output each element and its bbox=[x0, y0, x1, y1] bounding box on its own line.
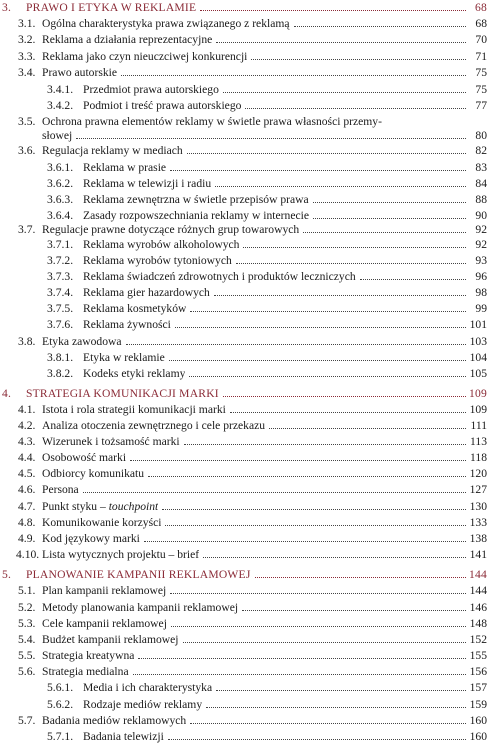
toc-entry-page: 157 bbox=[469, 681, 487, 694]
toc-entry-number: 5.5. bbox=[18, 649, 36, 662]
toc-entry-number: 4.7. bbox=[18, 500, 36, 513]
dot-leader bbox=[215, 186, 466, 187]
toc-entry-number: 3.6.4. bbox=[47, 209, 74, 222]
dot-leader bbox=[206, 707, 466, 708]
toc-entry-title bbox=[42, 531, 140, 548]
toc-entry-title bbox=[42, 418, 265, 435]
dot-leader bbox=[130, 460, 466, 461]
toc-entry[interactable] bbox=[18, 334, 487, 351]
toc-entry-title-text: Lista wytycznych projektu – brief bbox=[42, 548, 200, 561]
toc-entry-number: 3.3. bbox=[18, 50, 36, 63]
toc-entry[interactable] bbox=[18, 402, 487, 419]
toc-entry-page: 71 bbox=[475, 50, 487, 63]
toc-entry-number: 3.6.1. bbox=[47, 161, 74, 174]
toc-entry-number: 3.7.5. bbox=[47, 302, 74, 315]
dot-leader bbox=[126, 344, 466, 345]
toc-entry-page: 84 bbox=[475, 177, 487, 190]
toc-entry-title bbox=[42, 648, 134, 665]
dot-leader bbox=[187, 153, 466, 154]
toc-entry-number: 5.2. bbox=[18, 601, 36, 614]
toc-entry-title bbox=[26, 0, 196, 17]
dot-leader bbox=[190, 311, 466, 312]
toc-entry-number: 3.6. bbox=[18, 144, 36, 157]
toc-entry[interactable] bbox=[18, 648, 487, 665]
toc-entry-number: 3.8.2. bbox=[47, 367, 74, 380]
toc-entry-title-text: Reklama zewnętrzna w świetle przepisów prawa bbox=[83, 193, 309, 206]
dot-leader bbox=[242, 610, 466, 611]
toc-entry-number: 3.7.2. bbox=[47, 254, 74, 267]
toc-entry[interactable] bbox=[18, 450, 487, 467]
toc-entry-number: 5.7. bbox=[18, 714, 36, 727]
toc-entry-title bbox=[42, 583, 166, 600]
toc-entry-title-text: Reklama wyrobów alkoholowych bbox=[83, 238, 240, 251]
dot-leader bbox=[251, 59, 466, 60]
toc-entry-number: 3.7. bbox=[18, 223, 36, 236]
toc-entry[interactable] bbox=[47, 680, 487, 697]
toc-entry-page: 160 bbox=[469, 714, 487, 727]
toc-entry-page: 148 bbox=[469, 617, 487, 630]
toc-entry-number: 5.6.2. bbox=[47, 698, 74, 711]
toc-entry-number: 3.7.4. bbox=[47, 286, 74, 299]
toc-entry[interactable] bbox=[18, 600, 487, 617]
toc-entry[interactable] bbox=[18, 713, 487, 730]
toc-entry-number: 3.7.3. bbox=[47, 270, 74, 283]
toc-entry-title-text: Podmiot i treść prawa autorskiego bbox=[83, 99, 242, 112]
toc-entry-page: 103 bbox=[469, 335, 487, 348]
toc-entry-page: 105 bbox=[469, 367, 487, 380]
toc-entry[interactable] bbox=[47, 160, 487, 177]
toc-entry-title bbox=[83, 317, 171, 334]
toc-entry-title bbox=[83, 697, 202, 714]
toc-entry-title-text: Persona bbox=[42, 483, 79, 496]
toc-entry[interactable] bbox=[47, 697, 487, 714]
dot-leader bbox=[162, 509, 466, 510]
toc-entry-title bbox=[83, 98, 241, 115]
toc-entry-title bbox=[42, 547, 199, 564]
toc-entry[interactable] bbox=[18, 32, 487, 49]
toc-entry-page: 104 bbox=[469, 351, 487, 364]
toc-entry[interactable] bbox=[47, 317, 487, 334]
toc-entry-title bbox=[42, 616, 167, 633]
toc-entry-title bbox=[42, 515, 161, 532]
toc-entry-title-text: Regulacje prawne dotyczące różnych grup towarowych bbox=[42, 223, 300, 236]
toc-entry-title bbox=[42, 632, 179, 649]
toc-entry-page: 98 bbox=[475, 286, 487, 299]
toc-entry-title-italic: touchpoint bbox=[108, 500, 159, 513]
toc-entry-number: 5.6. bbox=[18, 665, 36, 678]
dot-leader bbox=[203, 557, 466, 558]
dot-leader bbox=[76, 138, 466, 139]
dot-leader bbox=[121, 75, 466, 76]
dot-leader bbox=[303, 232, 466, 233]
toc-chapter-entry[interactable] bbox=[2, 567, 487, 584]
toc-entry-page: 68 bbox=[475, 17, 487, 30]
toc-entry-title-text: Osobowość marki bbox=[42, 451, 127, 464]
dot-leader bbox=[171, 626, 466, 627]
toc-entry-title bbox=[42, 143, 183, 160]
toc-entry-page: 146 bbox=[469, 601, 487, 614]
dot-leader bbox=[83, 492, 466, 493]
toc-entry-title bbox=[42, 16, 290, 33]
toc-entry-title-text: Reklama wyrobów tytoniowych bbox=[83, 254, 232, 267]
toc-entry-page: 88 bbox=[475, 193, 487, 206]
toc-entry[interactable] bbox=[47, 82, 487, 99]
toc-entry-title-text: Etyka w reklamie bbox=[83, 351, 165, 364]
toc-entry-page: 109 bbox=[469, 403, 487, 416]
toc-entry-title bbox=[83, 253, 232, 270]
dot-leader bbox=[200, 10, 466, 11]
toc-entry-page: 75 bbox=[475, 66, 487, 79]
toc-entry-title-text: Badania telewizji bbox=[83, 730, 164, 743]
toc-entry-title-text: Kod językowy marki bbox=[42, 532, 140, 545]
toc-entry[interactable] bbox=[47, 350, 487, 367]
dot-leader bbox=[223, 396, 466, 397]
dot-leader bbox=[183, 642, 466, 643]
toc-entry-number: 4.6. bbox=[18, 483, 36, 496]
toc-entry-number: 3.6.2. bbox=[47, 177, 74, 190]
toc-chapter-entry[interactable] bbox=[2, 386, 487, 403]
dot-leader bbox=[189, 376, 466, 377]
toc-entry-title bbox=[42, 65, 117, 82]
toc-entry-page: 99 bbox=[475, 302, 487, 315]
toc-entry-title bbox=[83, 160, 166, 177]
dot-leader bbox=[313, 218, 466, 219]
toc-entry-page: 159 bbox=[469, 698, 487, 711]
dot-leader bbox=[170, 593, 466, 594]
toc-entry-title-text: Reklama jako czyn nieuczciwej konkurencji bbox=[42, 50, 248, 63]
toc-entry-page: 109 bbox=[469, 387, 487, 400]
dot-leader bbox=[170, 170, 466, 171]
dot-leader bbox=[214, 295, 466, 296]
toc-entry-title-text: Reklama żywności bbox=[83, 318, 171, 331]
toc-entry-title-text: Analiza otoczenia zewnętrznego i cele przekazu bbox=[42, 419, 266, 432]
toc-entry-title-text: Budżet kampanii reklamowej bbox=[42, 633, 179, 646]
toc-entry[interactable] bbox=[18, 65, 487, 82]
toc-entry-number: 5.6.1. bbox=[47, 681, 74, 694]
toc-entry-title bbox=[83, 237, 239, 254]
toc-entry-number: 3.8.1. bbox=[47, 351, 74, 364]
toc-entry[interactable] bbox=[18, 49, 487, 66]
toc-entry-title-text: Metody planowania kampanii reklamowej bbox=[42, 601, 239, 614]
toc-entry-page: 82 bbox=[475, 144, 487, 157]
toc-entry-title-text: Media i ich charakterystyka bbox=[83, 681, 213, 694]
toc-entry[interactable] bbox=[18, 16, 487, 33]
toc-entry[interactable] bbox=[47, 237, 487, 254]
toc-entry-title bbox=[42, 466, 144, 483]
toc-entry-title bbox=[42, 334, 122, 351]
dot-leader bbox=[184, 444, 466, 445]
toc-entry[interactable] bbox=[18, 664, 487, 681]
toc-entry-page: 90 bbox=[475, 209, 487, 222]
toc-entry-title-text: Reklama gier hazardowych bbox=[83, 286, 210, 299]
toc-entry-number: 5. bbox=[2, 568, 12, 581]
dot-leader bbox=[236, 263, 466, 264]
toc-entry-page: 111 bbox=[470, 419, 487, 432]
toc-entry-page: 77 bbox=[475, 99, 487, 112]
dot-leader bbox=[148, 476, 466, 477]
toc-entry-number: 4.5. bbox=[18, 467, 36, 480]
toc-entry-title bbox=[42, 482, 79, 499]
toc-entry-number: 3.5. bbox=[18, 115, 36, 128]
toc-entry-number: 4.8. bbox=[18, 516, 36, 529]
toc-entry-title-text: Cele kampanii reklamowej bbox=[42, 617, 167, 630]
dot-leader bbox=[243, 247, 466, 248]
dot-leader bbox=[313, 202, 466, 203]
toc-entry-number: 3.1. bbox=[18, 17, 36, 30]
toc-entry[interactable] bbox=[18, 632, 487, 649]
toc-entry[interactable] bbox=[18, 515, 487, 532]
toc-entry-number: 3.7.1. bbox=[47, 238, 74, 251]
dot-leader bbox=[138, 658, 466, 659]
toc-entry-title-text: Wizerunek i tożsamość marki bbox=[42, 435, 180, 448]
dot-leader bbox=[294, 26, 466, 27]
toc-entry-page: 160 bbox=[469, 730, 487, 743]
toc-chapter-entry[interactable] bbox=[2, 0, 487, 17]
toc-entry-number: 4.1. bbox=[18, 403, 36, 416]
toc-entry[interactable] bbox=[47, 192, 487, 209]
dot-leader bbox=[144, 541, 466, 542]
toc-entry-title-text: PRAWO I ETYKA W REKLAMIE bbox=[26, 1, 197, 14]
toc-entry-title bbox=[83, 269, 356, 286]
toc-entry-title-text: słowej bbox=[42, 129, 73, 142]
toc-entry-title bbox=[42, 600, 238, 617]
dot-leader bbox=[169, 360, 466, 361]
toc-entry-page: 68 bbox=[475, 1, 487, 14]
toc-entry-title-text: Kodeks etyki reklamy bbox=[83, 367, 186, 380]
toc-entry-title-text: Przedmiot prawa autorskiego bbox=[83, 83, 219, 96]
toc-entry-title-text: Reklama świadczeń zdrowotnych i produktów leczniczych bbox=[83, 270, 356, 283]
toc-entry-title bbox=[83, 350, 165, 367]
toc-entry-title bbox=[83, 82, 219, 99]
toc-entry[interactable] bbox=[18, 616, 487, 633]
dot-leader bbox=[223, 92, 466, 93]
toc-entry-page: 152 bbox=[469, 633, 487, 646]
toc-entry-title-text: Etyka zawodowa bbox=[42, 335, 122, 348]
dot-leader bbox=[190, 723, 466, 724]
toc-entry-title-text: Plan kampanii reklamowej bbox=[42, 584, 167, 597]
toc-entry-title bbox=[42, 450, 126, 467]
toc-entry-page: 155 bbox=[469, 649, 487, 662]
toc-entry[interactable] bbox=[18, 418, 487, 435]
toc-entry[interactable] bbox=[18, 482, 487, 499]
dot-leader bbox=[255, 577, 466, 578]
toc-entry-title-text: Rodzaje mediów reklamy bbox=[83, 698, 203, 711]
toc-entry-title bbox=[42, 32, 212, 49]
toc-entry[interactable] bbox=[47, 301, 487, 318]
toc-entry-title bbox=[83, 729, 164, 746]
toc-entry-number: 3.2. bbox=[18, 33, 36, 46]
toc-entry-page: 156 bbox=[469, 665, 487, 678]
dot-leader bbox=[230, 412, 466, 413]
toc-entry-title-text: Strategia kreatywna bbox=[42, 649, 135, 662]
dot-leader bbox=[245, 108, 466, 109]
toc-entry-title-text: Prawo autorskie bbox=[42, 66, 118, 79]
toc-entry-page: 92 bbox=[475, 223, 487, 236]
toc-entry[interactable] bbox=[47, 366, 487, 383]
toc-entry-number: 3. bbox=[2, 1, 12, 14]
toc-entry-title bbox=[83, 680, 212, 697]
toc-entry-title bbox=[83, 301, 186, 318]
toc-entry-page: 101 bbox=[469, 318, 487, 331]
toc-entry[interactable] bbox=[47, 253, 487, 270]
dot-leader bbox=[175, 327, 466, 328]
toc-entry[interactable] bbox=[18, 466, 487, 483]
dot-leader bbox=[133, 674, 466, 675]
toc-entry-title bbox=[83, 176, 211, 193]
toc-entry[interactable] bbox=[16, 547, 487, 564]
toc-entry-page: 93 bbox=[475, 254, 487, 267]
toc-entry-number: 3.4.2. bbox=[47, 99, 74, 112]
toc-entry-number: 5.1. bbox=[18, 584, 36, 597]
toc-entry-title-text: Reklama a działania reprezentacyjne bbox=[42, 33, 213, 46]
toc-entry-number: 5.7.1. bbox=[47, 730, 74, 743]
toc-entry-title bbox=[42, 434, 180, 451]
toc-entry-number: 4.9. bbox=[18, 532, 36, 545]
toc-entry-number: 3.8. bbox=[18, 335, 36, 348]
toc-entry[interactable] bbox=[18, 434, 487, 451]
toc-entry-title-text: Badania mediów reklamowych bbox=[42, 714, 187, 727]
toc-entry-title-text: Odbiorcy komunikatu bbox=[42, 467, 145, 480]
toc-entry[interactable] bbox=[18, 143, 487, 160]
dot-leader bbox=[216, 690, 466, 691]
toc-entry-number: 4.2. bbox=[18, 419, 36, 432]
toc-entry-page: 144 bbox=[469, 568, 487, 581]
toc-entry-number: 3.4.1. bbox=[47, 83, 74, 96]
toc-entry-title bbox=[42, 713, 186, 730]
toc-entry[interactable] bbox=[47, 176, 487, 193]
toc-entry[interactable] bbox=[47, 285, 487, 302]
toc-entry-title bbox=[26, 567, 251, 584]
toc-entry-page: 133 bbox=[469, 516, 487, 529]
toc-entry-title bbox=[83, 192, 309, 209]
toc-entry-number: 3.7.6. bbox=[47, 318, 74, 331]
toc-entry-title bbox=[42, 499, 158, 516]
toc-entry-page: 80 bbox=[475, 129, 487, 142]
toc-entry-title bbox=[42, 49, 247, 66]
dot-leader bbox=[165, 525, 466, 526]
toc-entry[interactable] bbox=[18, 531, 487, 548]
toc-entry-title-text: Punkt styku – bbox=[42, 500, 109, 513]
toc-entry-title-text: Komunikowanie korzyści bbox=[42, 516, 162, 529]
toc-entry-title bbox=[83, 366, 185, 383]
toc-entry[interactable] bbox=[47, 729, 487, 746]
toc-entry-page: 70 bbox=[475, 33, 487, 46]
toc-entry-page: 75 bbox=[475, 83, 487, 96]
toc-entry-page: 83 bbox=[475, 161, 487, 174]
toc-entry-page: 96 bbox=[475, 270, 487, 283]
toc-entry-title-text: Reklama w telewizji i radiu bbox=[83, 177, 212, 190]
toc-entry-page: 130 bbox=[469, 500, 487, 513]
toc-entry-page: 138 bbox=[469, 532, 487, 545]
toc-entry-title bbox=[42, 664, 129, 681]
dot-leader bbox=[269, 428, 466, 429]
toc-entry[interactable] bbox=[47, 269, 487, 286]
toc-entry-title bbox=[26, 386, 219, 403]
toc-entry-number: 5.4. bbox=[18, 633, 36, 646]
toc-entry-title bbox=[42, 402, 226, 419]
toc-entry[interactable] bbox=[18, 499, 487, 516]
toc-entry-title bbox=[83, 285, 210, 302]
toc-entry-number: 3.6.3. bbox=[47, 193, 74, 206]
toc-entry-title-text: Istota i rola strategii komunikacji marki bbox=[42, 403, 226, 416]
toc-entry-title-text: STRATEGIA KOMUNIKACJI MARKI bbox=[26, 387, 219, 400]
toc-entry-page: 141 bbox=[469, 548, 487, 561]
toc-entry-title-text: Strategia medialna bbox=[42, 665, 129, 678]
toc-entry-page: 144 bbox=[469, 584, 487, 597]
dot-leader bbox=[216, 42, 466, 43]
toc-entry-page: 118 bbox=[470, 451, 487, 464]
toc-entry-number: 4.10. bbox=[16, 548, 40, 561]
toc-entry-title-text: Regulacja reklamy w mediach bbox=[42, 144, 183, 157]
toc-entry[interactable] bbox=[18, 583, 487, 600]
toc-entry[interactable] bbox=[47, 98, 487, 115]
toc-entry-number: 3.4. bbox=[18, 66, 36, 79]
toc-entry-page: 113 bbox=[470, 435, 487, 448]
toc-entry-number: 4.3. bbox=[18, 435, 36, 448]
toc-entry-page: 127 bbox=[469, 483, 487, 496]
toc-entry-number: 4.4. bbox=[18, 451, 36, 464]
toc-entry-number: 4. bbox=[2, 387, 12, 400]
toc-entry-title-text: Ochrona prawna elementów reklamy w świetle prawa własności przemy- bbox=[42, 115, 382, 128]
toc-entry-number: 5.3. bbox=[18, 617, 36, 630]
toc-entry-page: 120 bbox=[469, 467, 487, 480]
toc-entry-title-text: PLANOWANIE KAMPANII REKLAMOWEJ bbox=[26, 568, 251, 581]
toc-entry-title-text: Zasady rozpowszechniania reklamy w internecie bbox=[83, 209, 309, 222]
toc-entry-title-text: Ogólna charakterystyka prawa związanego z reklamą bbox=[42, 17, 290, 30]
toc-entry-title-text: Reklama kosmetyków bbox=[83, 302, 187, 315]
toc-entry-title-text: Reklama w prasie bbox=[83, 161, 167, 174]
dot-leader bbox=[360, 279, 466, 280]
toc-entry-page: 92 bbox=[475, 238, 487, 251]
